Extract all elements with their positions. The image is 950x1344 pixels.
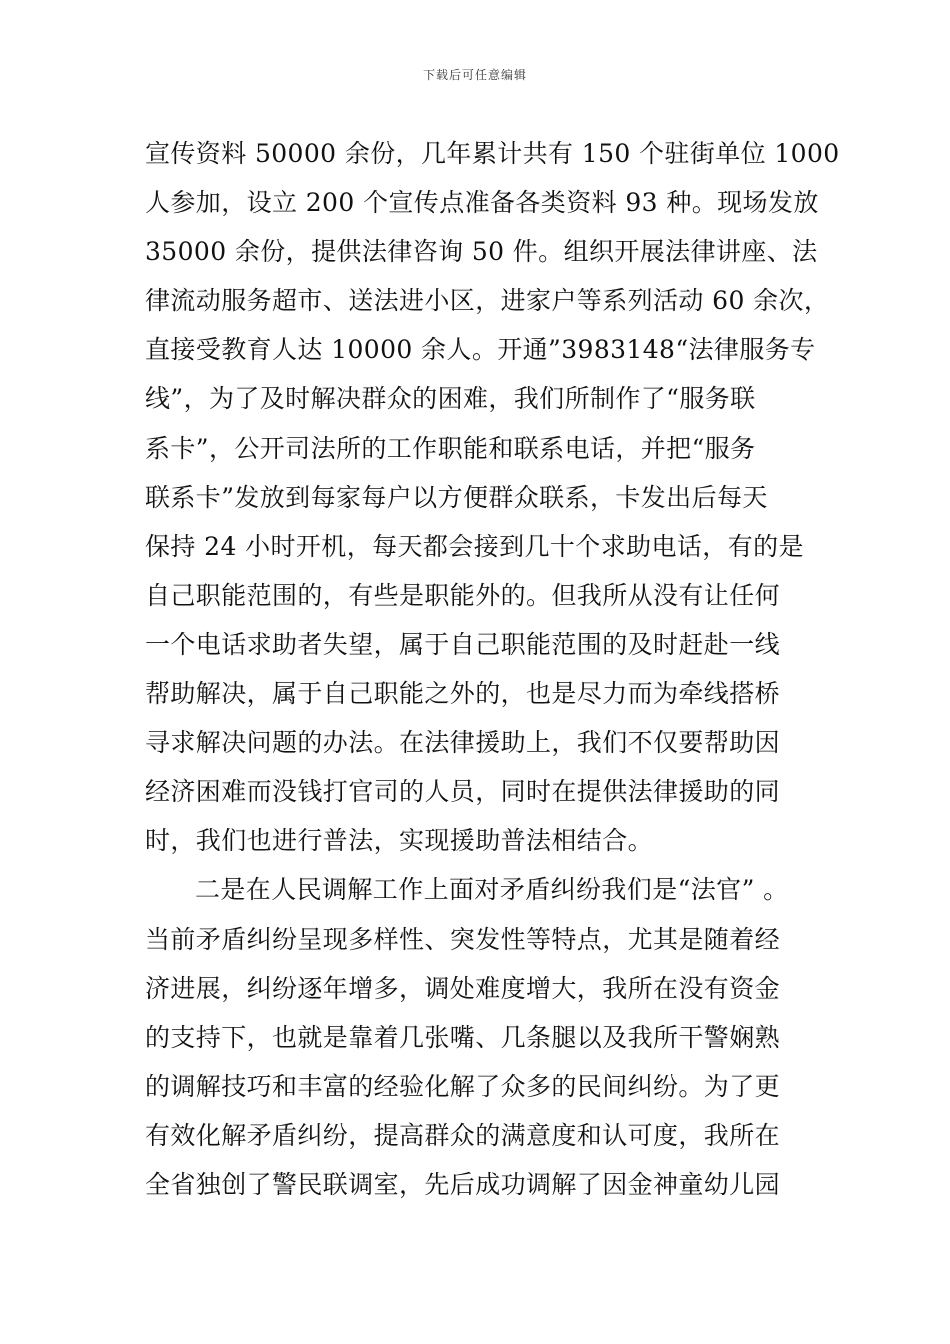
text-line: 时，我们也进行普法，实现援助普法相结合。 [145, 826, 654, 856]
body-text [145, 129, 840, 1209]
text-line: 的调解技巧和丰富的经验化解了众多的民间纠纷。为了更 [145, 1071, 781, 1101]
text-line: 律流动服务超市、送法进小区，进家户等系列活动 60 余次， [145, 286, 830, 316]
text-line: 保持 24 小时开机，每天都会接到几十个求助电话，有的是 [145, 531, 804, 561]
text-line: 人参加，设立 200 个宣传点准备各类资料 93 种。现场发放 [145, 188, 819, 218]
text-line: 的支持下，也就是靠着几张嘴、几条腿以及我所干警娴熟 [145, 1022, 781, 1052]
text-line: 帮助解决，属于自己职能之外的，也是尽力而为牵线搭桥 [145, 679, 781, 709]
text-line: 寻求解决问题的办法。在法律援助上，我们不仅要帮助因 [145, 728, 781, 758]
text-line: 一个电话求助者失望，属于自己职能范围的及时赶赴一线 [145, 629, 781, 659]
text-line: 直接受教育人达 10000 余人。开通”3983148“法律服务专 [145, 335, 816, 365]
page-header: 下载后可任意编辑 [422, 68, 527, 82]
text-line: 联系卡”发放到每家每户以方便群众联系，卡发出后每天 [145, 482, 768, 512]
text-line: 35000 余份，提供法律咨询 50 件。组织开展法律讲座、法 [145, 237, 818, 267]
text-line: 线”，为了及时解决群众的困难，我们所制作了“服务联 [145, 384, 756, 414]
text-line: 宣传资料 50000 余份，几年累计共有 150 个驻街单位 1000 [145, 139, 840, 168]
paragraph-start-line: 二是在人民调解工作上面对矛盾纠纷我们是“法官” 。 [195, 875, 789, 905]
text-line: 系卡”，公开司法所的工作职能和联系电话，并把“服务 [145, 433, 756, 463]
text-line: 自己职能范围的，有些是职能外的。但我所从没有让任何 [145, 580, 781, 610]
text-line: 有效化解矛盾纠纷，提高群众的满意度和认可度，我所在 [145, 1120, 781, 1150]
text-line: 经济困难而没钱打官司的人员，同时在提供法律援助的同 [145, 777, 781, 807]
text-line: 当前矛盾纠纷呈现多样性、突发性等特点，尤其是随着经 [145, 924, 781, 954]
text-line: 济进展，纠纷逐年增多，调处难度增大，我所在没有资金 [145, 973, 781, 1003]
text-line: 全省独创了警民联调室，先后成功调解了因金神童幼儿园 [145, 1169, 781, 1199]
